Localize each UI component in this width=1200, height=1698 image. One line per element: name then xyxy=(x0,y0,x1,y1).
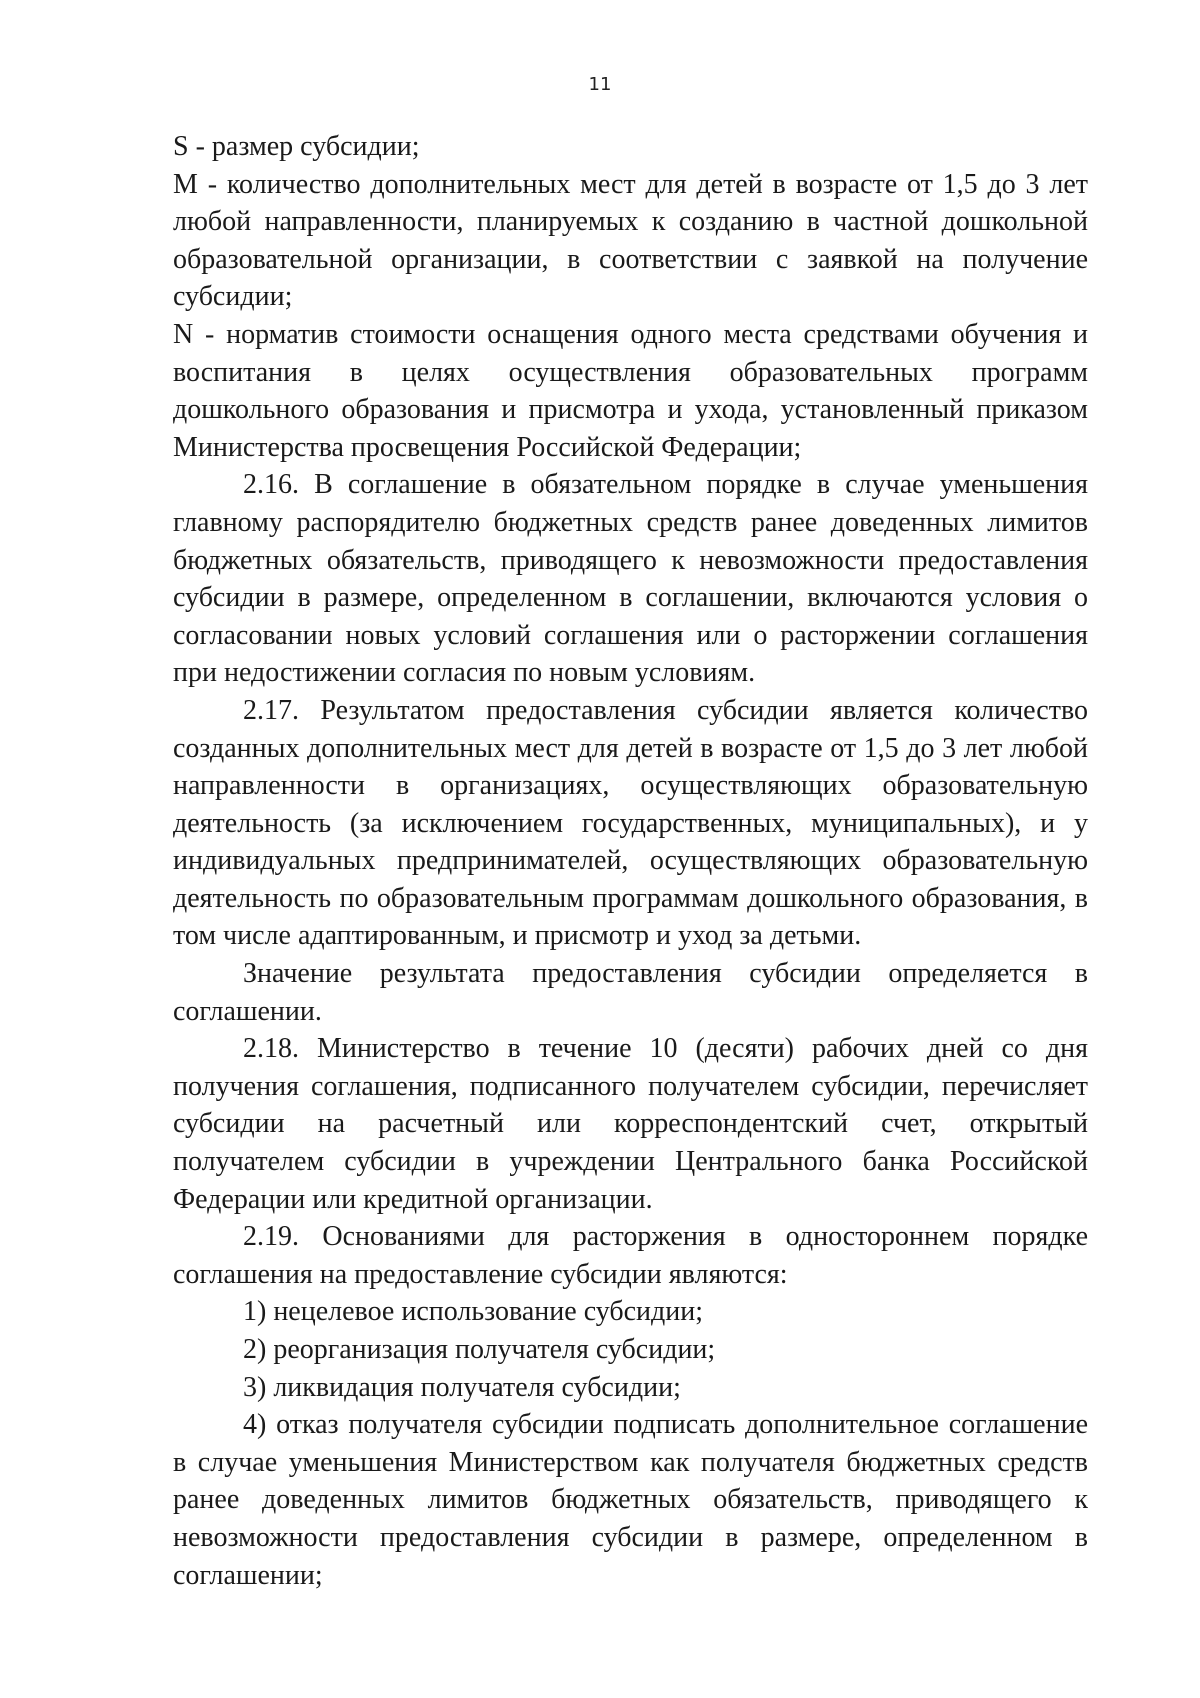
paragraph-n-definition: N - норматив стоимости оснащения одного места средствами обучения и воспитания в целях осуществления образовательных программ дошкольного образования и присмотра и ухода, установленный приказом Министерства просвещения Российской Федерации; xyxy=(173,318,1088,463)
paragraph-s-definition: S - размер субсидии; xyxy=(173,131,420,162)
list-item-3: 3) ликвидация получателя субсидии; xyxy=(243,1371,681,1403)
list-item-4: 4) отказ получателя субсидии подписать дополнительное соглашение в случае уменьшения Министерством как получателя бюджетных средств ранее доведенных лимитов бюджетных обязательств, приводящего к невозможности предоставления субсидии в размере, определенном в соглашении; xyxy=(173,1409,1088,1591)
page-number: 11 xyxy=(588,74,612,95)
paragraph-2-16: 2.16. В соглашение в обязательном порядке в случае уменьшения главному распорядителю бюджетных средств ранее доведенных лимитов бюджетных обязательств, приводящего к невозможности предоставления субсидии в размере, определенном в соглашении, включаются условия о согласовании новых условий соглашения или о расторжении соглашения при недостижении согласия по новым условиям. xyxy=(173,469,1088,689)
document-body xyxy=(173,128,1088,1594)
paragraph-2-19: 2.19. Основаниями для расторжения в одностороннем порядке соглашения на предоставление субсидии являются: xyxy=(173,1221,1088,1290)
paragraph-m-definition: М - количество дополнительных мест для детей в возрасте от 1,5 до 3 лет любой направленности, планируемых к созданию в частной дошкольной образовательной организации, в соответствии с заявкой на получение субсидии; xyxy=(173,168,1088,313)
list-item-2: 2) реорганизация получателя субсидии; xyxy=(243,1334,716,1365)
paragraph-result-value: Значение результата предоставления субсидии определяется в соглашении. xyxy=(173,958,1088,1027)
list-item-1: 1) нецелевое использование субсидии; xyxy=(243,1296,704,1328)
paragraph-2-18: 2.18. Министерство в течение 10 (десяти) рабочих дней со дня получения соглашения, подписанного получателем субсидии, перечисляет субсидии на расчетный или корреспондентский счет, открытый получателем субсидии в учреждении Центрального банка Российской Федерации или кредитной организации. xyxy=(173,1033,1088,1215)
paragraph-2-17: 2.17. Результатом предоставления субсидии является количество созданных дополнительных мест для детей в возрасте от 1,5 до 3 лет любой направленности в организациях, осуществляющих образовательную деятельность (за исключением государственных, муниципальных), и у индивидуальных предпринимателей, осуществляющих образовательную деятельность по образовательным программам дошкольного образования, в том числе адаптированным, и присмотр и уход за детьми. xyxy=(173,694,1088,952)
